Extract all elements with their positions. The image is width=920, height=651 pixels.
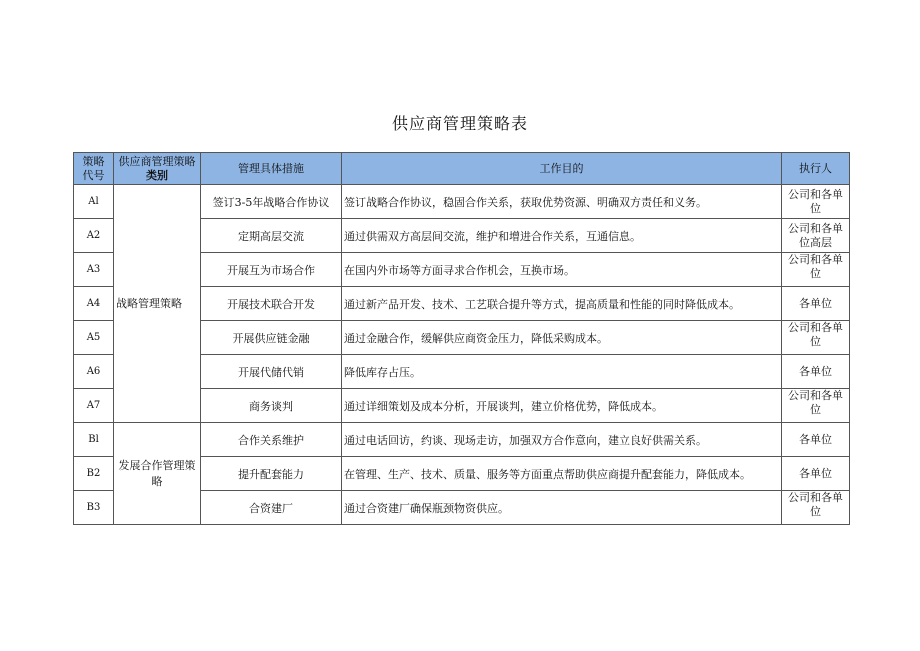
header-code	[74, 153, 114, 185]
row-code: A6	[74, 355, 114, 389]
row-executor: 各单位	[782, 287, 850, 321]
row-measure: 开展互为市场合作	[201, 253, 342, 287]
row-executor: 公司和各单位	[782, 491, 850, 525]
row-executor: 公司和各单位	[782, 321, 850, 355]
row-executor: 各单位	[782, 355, 850, 389]
table-row	[74, 423, 850, 457]
row-purpose: 降低库存占压。	[342, 355, 782, 389]
row-measure: 开展技术联合开发	[201, 287, 342, 321]
row-code: Al	[74, 185, 114, 219]
table-row	[74, 185, 850, 219]
row-purpose: 通过新产品开发、技术、工艺联合提升等方式，提高质量和性能的同时降低成本。	[342, 287, 782, 321]
header-code-line2: 代号	[82, 168, 105, 182]
row-purpose: 通过供需双方高层间交流，维护和增进合作关系，互通信息。	[342, 219, 782, 253]
category-development: 发展合作管理策略	[114, 423, 201, 525]
row-executor: 各单位	[782, 457, 850, 491]
strategy-table	[73, 152, 850, 525]
row-purpose: 在管理、生产、技术、质量、服务等方面重点帮助供应商提升配套能力，降低成本。	[342, 457, 782, 491]
row-code: A5	[74, 321, 114, 355]
header-category-line1: 供应商管理策略	[118, 154, 196, 168]
table-header-row	[74, 153, 850, 185]
header-code-line1: 策略	[82, 154, 105, 168]
row-code: A3	[74, 253, 114, 287]
row-code: A2	[74, 219, 114, 253]
row-code: B3	[74, 491, 114, 525]
row-purpose: 通过合资建厂确保瓶颈物资供应。	[342, 491, 782, 525]
row-measure: 开展代储代销	[201, 355, 342, 389]
row-code: B2	[74, 457, 114, 491]
row-measure: 合作关系维护	[201, 423, 342, 457]
page-title: 供应商管理策略表	[391, 114, 528, 133]
row-executor: 公司和各单位	[782, 389, 850, 423]
header-purpose: 工作目的	[342, 153, 782, 185]
row-purpose: 通过详细策划及成本分析，开展谈判，建立价格优势，降低成本。	[342, 389, 782, 423]
row-code: Bl	[74, 423, 114, 457]
category-strategic: 战略管理策略	[114, 185, 201, 423]
header-category	[114, 153, 201, 185]
row-executor: 公司和各单位	[782, 185, 850, 219]
row-code: A7	[74, 389, 114, 423]
row-purpose: 在国内外市场等方面寻求合作机会，互换市场。	[342, 253, 782, 287]
row-measure: 提升配套能力	[201, 457, 342, 491]
row-executor: 公司和各单位高层	[782, 219, 850, 253]
row-measure: 签订3-5年战略合作协议	[201, 185, 342, 219]
row-measure: 定期高层交流	[201, 219, 342, 253]
row-purpose: 签订战略合作协议，稳固合作关系，获取优势资源、明确双方责任和义务。	[342, 185, 782, 219]
row-code: A4	[74, 287, 114, 321]
header-measure: 管理具体措施	[201, 153, 342, 185]
row-purpose: 通过金融合作，缓解供应商资金压力，降低采购成本。	[342, 321, 782, 355]
row-measure: 商务谈判	[201, 389, 342, 423]
row-measure: 合资建厂	[201, 491, 342, 525]
row-measure: 开展供应链金融	[201, 321, 342, 355]
header-executor: 执行人	[782, 153, 850, 185]
row-purpose: 通过电话回访，约谈、现场走访，加强双方合作意向，建立良好供需关系。	[342, 423, 782, 457]
row-executor: 公司和各单位	[782, 253, 850, 287]
row-executor: 各单位	[782, 423, 850, 457]
header-category-line2: 类别	[146, 168, 168, 182]
